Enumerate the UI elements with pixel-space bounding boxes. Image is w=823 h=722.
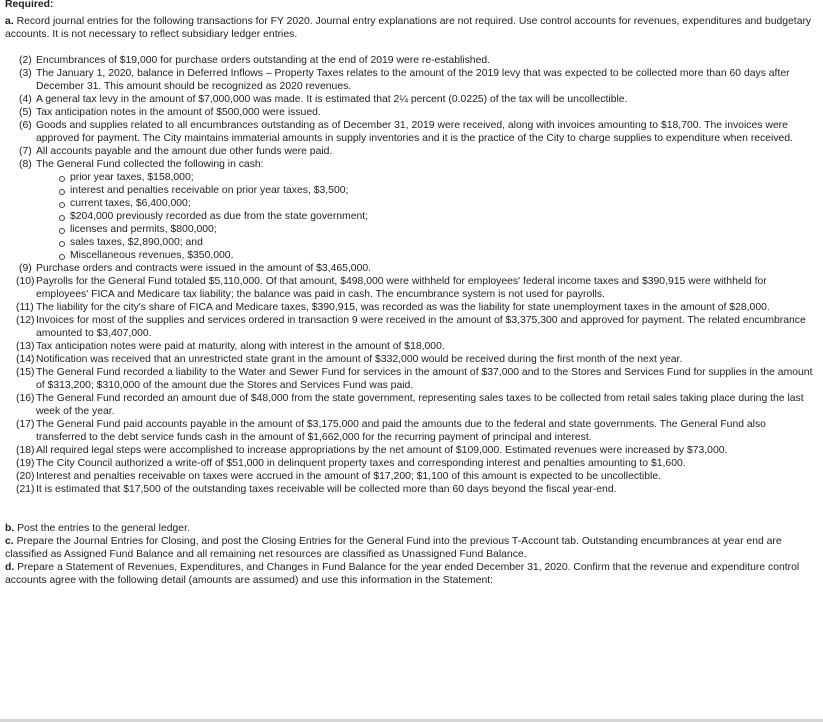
transaction-text: Notification was received that an unrestricted state grant in the amount of $332,000 would be received during the first month of the next year.	[36, 354, 683, 365]
transaction-text: It is estimated that $17,500 of the outstanding taxes receivable will be collected more than 60 days beyond the fiscal year-end.	[36, 484, 617, 495]
part-c-text: Prepare the Journal Entries for Closing, and post the Closing Entries for the General Fund into the previous T-Account tab. Outstanding encumbrances at year end are classified as Assigned Fund Balance and all remaining net resources are classified as Unassigned Fund Balance.	[5, 536, 782, 560]
part-b-text: Post the entries to the general ledger.	[17, 523, 190, 534]
transaction-text: Payrolls for the General Fund totaled $5,110,000. Of that amount, $498,000 were withheld for employees' federal income taxes and $390,915 were withheld for employees' FICA and Medicare tax liability; the balance was paid in cash. The encumbrance system is not used for payrolls.	[36, 276, 767, 300]
transaction-number: (12)	[16, 315, 35, 326]
transaction-text: The liability for the city's share of FICA and Medicare taxes, $390,915, was recorded as was the liability for state unemployment taxes in the amount of $28,000.	[36, 302, 770, 313]
transaction-text: A general tax levy in the amount of $7,000,000 was made. It is estimated that 2¼ percent (0.0225) of the tax will be uncollectible.	[36, 94, 628, 105]
part-a-text: Record journal entries for the following transactions for FY 2020. Journal entry explanations are not required. Use control accounts for revenues, expenditures and budgetary accounts. It is not necessary to reflect subsidiary ledger entries.	[5, 16, 812, 40]
part-a-instructions	[5, 15, 817, 41]
part-c-instructions	[5, 535, 817, 561]
transaction-text: The General Fund recorded an amount due of $48,000 from the state government, representing sales taxes to be collected from retail sales taking place during the last week of the year.	[36, 393, 804, 417]
part-a-letter: a.	[5, 16, 14, 27]
transaction-3	[5, 67, 817, 93]
transaction-text: The General Fund collected the following in cash:	[36, 159, 264, 170]
transaction-6	[5, 119, 817, 145]
transaction-number: (7)	[19, 146, 32, 157]
transaction-text: Invoices for most of the supplies and services ordered in transaction 9 were received in the amount of $3,375,300 and approved for payment. The related encumbrance amounted to $3,407,000.	[36, 315, 806, 339]
part-d-letter: d.	[5, 562, 15, 573]
transaction-5	[5, 106, 817, 119]
transaction-text: The General Fund recorded a liability to the Water and Sewer Fund for services in the amount of $37,000 and to the Stores and Services Fund for supplies in the amount of $313,200; $310,000 of the amount due the Stores and Services Fund was paid.	[36, 367, 813, 391]
transaction-14	[5, 353, 817, 366]
transaction-2	[5, 54, 817, 67]
transaction-text: Tax anticipation notes were paid at maturity, along with interest in the amount of $18,000.	[36, 341, 445, 352]
transaction-text: The City Council authorized a write-off of $51,000 in delinquent property taxes and corresponding interest and penalties amounting to $1,600.	[36, 458, 686, 469]
transaction-text: Tax anticipation notes in the amount of $500,000 were issued.	[36, 107, 321, 118]
transaction-number: (8)	[19, 159, 32, 170]
transaction-text: All accounts payable and the amount due other funds were paid.	[36, 146, 333, 157]
transaction-number: (13)	[16, 341, 35, 352]
remaining-requirements	[5, 522, 817, 587]
transaction-number: (3)	[19, 68, 32, 79]
transaction-list	[5, 54, 817, 496]
part-c-letter: c.	[5, 536, 14, 547]
transaction-12	[5, 314, 817, 340]
transaction-text: The January 1, 2020, balance in Deferred Inflows – Property Taxes relates to the amount of the 2019 levy that was expected to be collected more than 60 days after December 31. This amount should be recognized as 2020 revenues.	[36, 68, 790, 92]
question-document	[5, 0, 817, 587]
transaction-text: Goods and supplies related to all encumbrances outstanding as of December 31, 2019 were received, along with invoices amounting to $18,700. The invoices were approved for payment. The City maintains immaterial amounts in supply inventories and it is the practice of the City to charge supplies to expenditure when received.	[36, 120, 793, 144]
transaction-19	[5, 457, 817, 470]
cash-item: current taxes, $6,400,000;	[58, 197, 817, 210]
cash-item: interest and penalties receivable on prior year taxes, $3,500;	[58, 184, 817, 197]
transaction-number: (2)	[19, 55, 32, 66]
transaction-20	[5, 470, 817, 483]
transaction-number: (18)	[16, 445, 35, 456]
part-b-letter: b.	[5, 523, 15, 534]
transaction-number: (11)	[16, 302, 34, 313]
transaction-number: (9)	[19, 263, 32, 274]
transaction-9	[5, 262, 817, 275]
transaction-number: (6)	[19, 120, 32, 131]
required-heading: Required:	[5, 0, 54, 10]
transaction-number: (20)	[16, 471, 35, 482]
transaction-7	[5, 145, 817, 158]
transaction-8	[5, 158, 817, 262]
transaction-15	[5, 366, 817, 392]
transaction-number: (19)	[16, 458, 35, 469]
transaction-number: (10)	[16, 276, 35, 287]
transaction-4	[5, 93, 817, 106]
transaction-18	[5, 444, 817, 457]
part-d-text: Prepare a Statement of Revenues, Expenditures, and Changes in Fund Balance for the year ended December 31, 2020. Confirm that the revenue and expenditure control accounts agree with the following detail (amounts are assumed) and use this information in the Statement:	[5, 562, 800, 586]
transaction-number: (5)	[19, 107, 32, 118]
transaction-text: Encumbrances of $19,000 for purchase orders outstanding at the end of 2019 were re-established.	[36, 55, 491, 66]
transaction-13	[5, 340, 817, 353]
cash-item: sales taxes, $2,890,000; and	[58, 236, 817, 249]
cash-collections-list	[36, 171, 817, 262]
part-b-instructions	[5, 522, 817, 535]
transaction-17	[5, 418, 817, 444]
cash-item: Miscellaneous revenues, $350,000.	[58, 249, 817, 262]
transaction-21	[5, 483, 817, 496]
transaction-10	[5, 275, 817, 301]
transaction-16	[5, 392, 817, 418]
transaction-number: (21)	[16, 484, 35, 495]
transaction-number: (4)	[19, 94, 32, 105]
cash-item: prior year taxes, $158,000;	[58, 171, 817, 184]
cash-item: licenses and permits, $800,000;	[58, 223, 817, 236]
transaction-11	[5, 301, 817, 314]
transaction-text: Interest and penalties receivable on taxes were accrued in the amount of $17,200; $1,100 of this amount is expected to be uncollectible.	[36, 471, 661, 482]
transaction-text: All required legal steps were accomplished to increase appropriations by the net amount of $109,000. Estimated revenues were increased by $73,000.	[36, 445, 728, 456]
transaction-text: Purchase orders and contracts were issued in the amount of $3,465,000.	[36, 263, 372, 274]
transaction-text: The General Fund paid accounts payable in the amount of $3,175,000 and paid the amounts due to the federal and state governments. The General Fund also transferred to the debt service funds cash in the amount of $1,662,000 for the recurring payment of principal and interest.	[36, 419, 766, 443]
part-d-instructions	[5, 561, 817, 587]
transaction-number: (14)	[16, 354, 35, 365]
transaction-number: (17)	[16, 419, 35, 430]
transaction-number: (16)	[16, 393, 35, 404]
transaction-number: (15)	[16, 367, 35, 378]
cash-item: $204,000 previously recorded as due from the state government;	[58, 210, 817, 223]
